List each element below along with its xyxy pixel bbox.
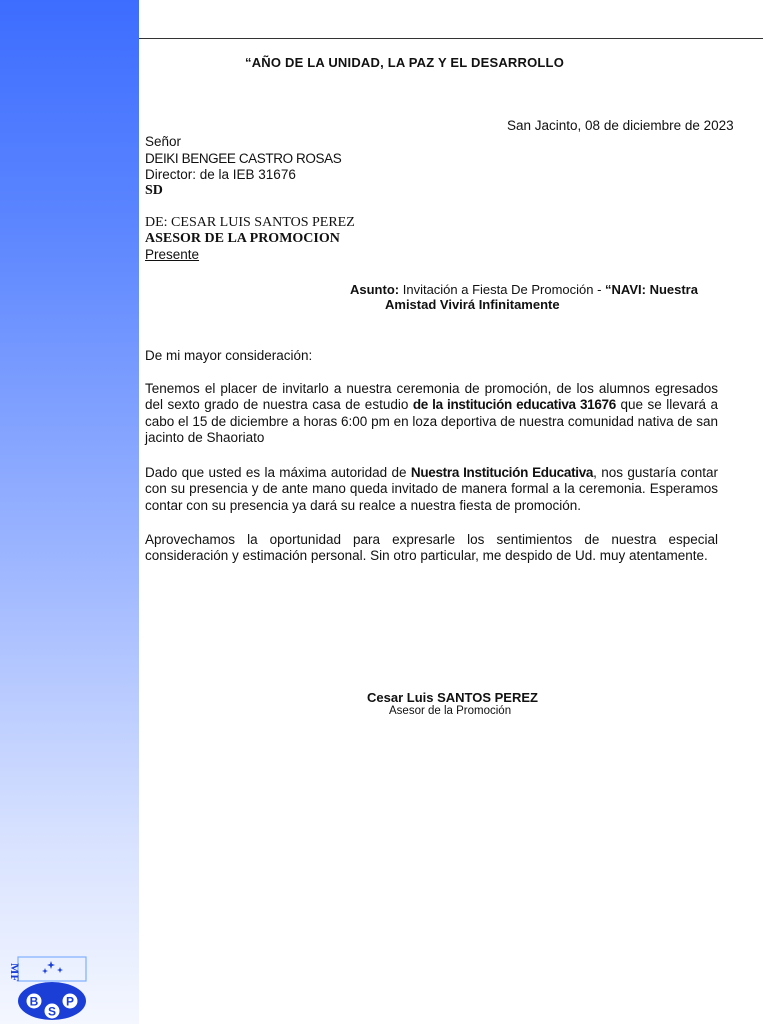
subject-label: Asunto:	[350, 282, 400, 297]
recipient-role: Director: de la IEB 31676	[145, 167, 296, 182]
paragraph-1	[145, 381, 718, 447]
logo-letter-p: P	[65, 994, 75, 1009]
place-date: San Jacinto, 08 de diciembre de 2023	[507, 118, 734, 133]
subject-line-1	[350, 282, 698, 297]
year-motto: “AÑO DE LA UNIDAD, LA PAZ Y EL DESARROLLO	[245, 55, 565, 70]
from-role: ASESOR DE LA PROMOCION	[145, 231, 340, 246]
p1-institution: de la institución educativa 31676	[412, 397, 616, 413]
recipient-sd: SD	[145, 183, 163, 198]
greeting: De mi mayor consideración:	[145, 348, 313, 363]
subject-title-1: “NAVI: Nuestra	[605, 282, 698, 297]
header-rule	[139, 38, 763, 39]
signature-name: Cesar Luis SANTOS PEREZ	[367, 690, 538, 705]
p1-text-c: que se llevará a cabo el 15 de diciembre a horas 6:00 pm en loza deportiva de nuestra comunidad nativa de san jacinto de Shaoriato	[145, 397, 718, 446]
subject-text: Invitación a Fiesta De Promoción -	[399, 282, 606, 297]
left-gradient-sidebar	[0, 0, 139, 1024]
p2-text-a: Dado que usted es la máxima autoridad de	[145, 465, 411, 480]
recipient-name: DEIKI BENGEE CASTRO ROSAS	[145, 151, 342, 166]
star-icons	[42, 961, 63, 974]
logo-side-text: MF	[8, 963, 22, 982]
p2-text-c: , nos gustaría contar con su presencia y de ante mano queda invitado de manera formal a la ceremonia. Esperamos contar con su presencia ya dará su realce a nuestra fiesta de promoción.	[145, 465, 718, 513]
logo-letter-b: B	[29, 994, 39, 1009]
from-line: DE: CESAR LUIS SANTOS PEREZ	[145, 215, 355, 230]
salutation: Señor	[145, 134, 182, 149]
p1-text-a: Tenemos el placer de invitarlo a nuestra ceremonia de promoción, de los alumnos egresados del sexto grado de nuestra casa de estudio	[145, 381, 718, 413]
signature-role: Asesor de la Promoción	[389, 705, 512, 717]
subject-title-2: Amistad Vivirá Infinitamente	[385, 297, 560, 312]
presente: Presente	[145, 247, 200, 262]
p2-institution: Nuestra Institución Educativa	[410, 465, 594, 480]
bsp-logo	[8, 955, 90, 1021]
paragraph-2	[145, 465, 718, 514]
paragraph-3: Aprovechamos la oportunidad para expresarle los sentimientos de nuestra especial consideración y estimación personal. Sin otro particular, me despido de Ud. muy atentamente.	[145, 532, 718, 564]
logo-letter-s: S	[47, 1004, 57, 1019]
